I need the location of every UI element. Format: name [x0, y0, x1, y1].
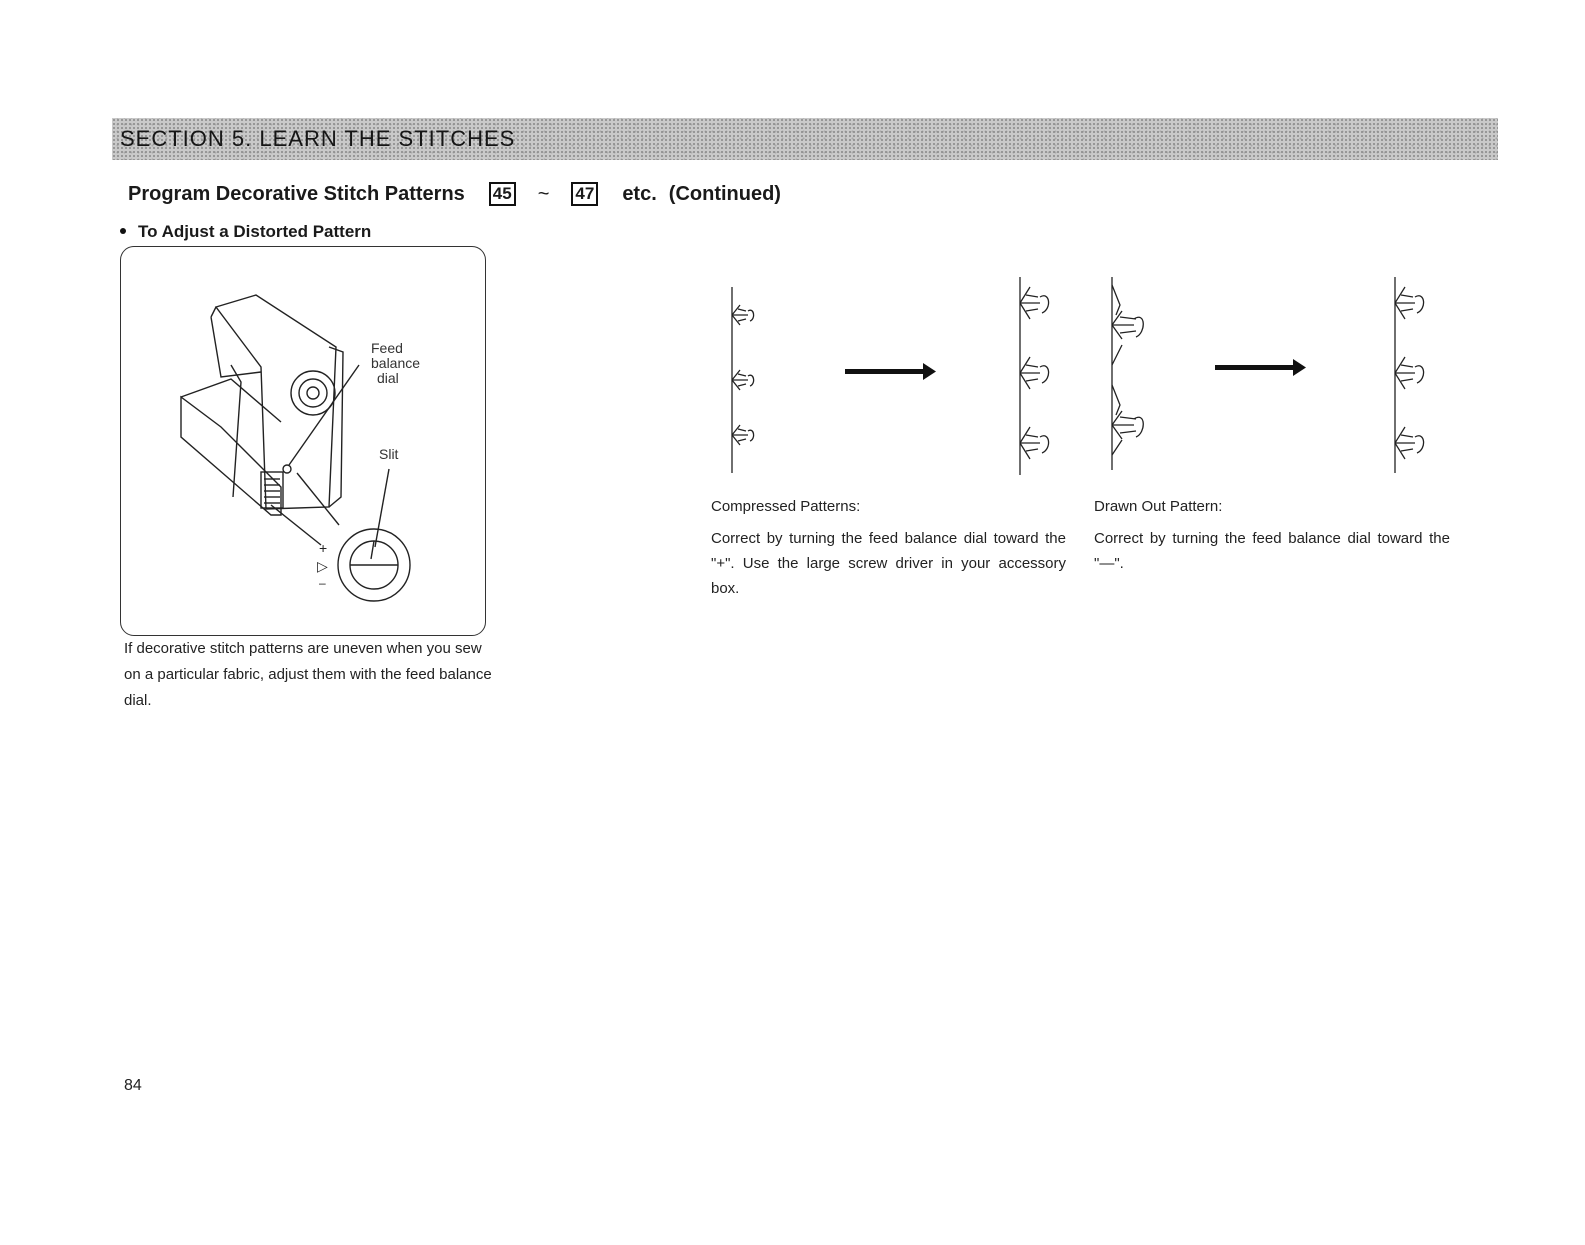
label-dial: dial — [377, 370, 399, 386]
drawn-out-before-stitch — [1112, 277, 1143, 470]
compressed-pattern-diagram — [720, 275, 1060, 480]
arrow-icon — [845, 363, 936, 380]
svg-text:+: + — [319, 540, 328, 556]
subsection-heading-text: To Adjust a Distorted Pattern — [138, 222, 372, 241]
compressed-before-stitch — [732, 287, 754, 473]
title-prefix: Program Decorative Stitch Patterns — [128, 182, 465, 205]
title-tilde: ~ — [537, 182, 550, 205]
compressed-body: Correct by turning the feed balance dial toward the "+". Use the large screw driver in your accessory box. — [711, 530, 1066, 597]
label-feed: Feed — [371, 340, 403, 356]
drawn-out-heading: Drawn Out Pattern: — [1094, 498, 1223, 515]
drawn-out-pattern-diagram — [1100, 275, 1450, 480]
subsection-heading — [120, 222, 371, 242]
drawn-out-body: Correct by turning the feed balance dial toward the "—". — [1094, 530, 1450, 572]
title-suffix: etc. — [622, 182, 657, 205]
compressed-heading: Compressed Patterns: — [711, 498, 861, 515]
pattern-number-start: 45 — [489, 182, 516, 206]
title-continued: (Continued) — [668, 182, 781, 205]
sewing-machine-drawing — [121, 247, 485, 635]
label-balance: balance — [371, 355, 421, 371]
compressed-after-stitch — [1020, 277, 1049, 475]
section-banner — [112, 118, 1498, 160]
intro-paragraph: If decorative stitch patterns are uneven when you sew on a particular fabric, adjust them with the feed balance dial. — [124, 640, 492, 709]
page-number: 84 — [124, 1077, 142, 1094]
pattern-number-end: 47 — [571, 182, 598, 206]
page-title — [128, 182, 781, 206]
arrow-icon — [1215, 359, 1306, 376]
label-slit: Slit — [379, 446, 399, 462]
bullet-icon — [120, 228, 126, 234]
drawn-out-after-stitch — [1395, 277, 1424, 473]
svg-text:▷: ▷ — [317, 558, 328, 574]
machine-illustration — [120, 246, 486, 636]
section-banner-text: SECTION 5. LEARN THE STITCHES — [120, 126, 516, 151]
svg-text:–: – — [319, 576, 326, 590]
